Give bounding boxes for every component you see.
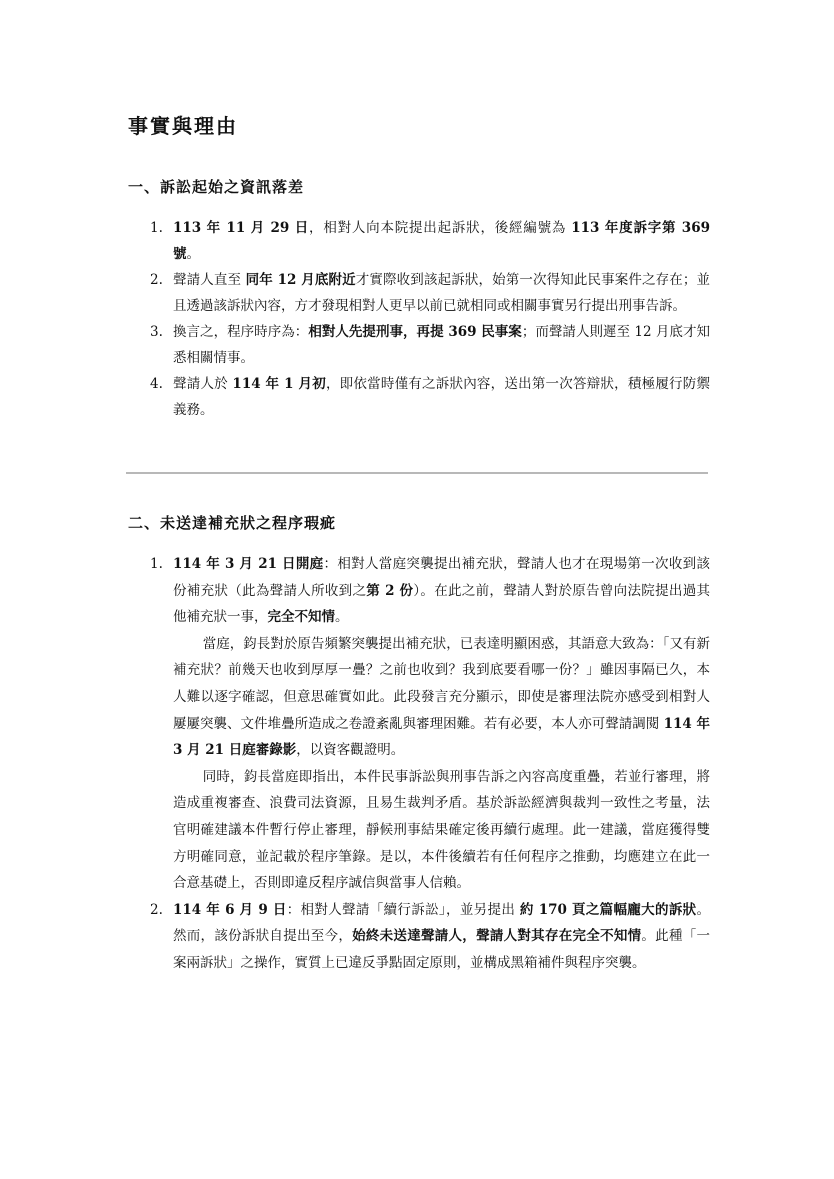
list-item: [150, 215, 710, 267]
item-paragraph: [173, 764, 710, 897]
document-title: 事實與理由: [128, 114, 238, 138]
body-text: ：相對人當庭突襲提出補充狀，聲請人也才在現場第一次收到該份補充狀（此為聲請人所收到之: [173, 556, 710, 599]
item-text: [173, 215, 710, 267]
section-heading-1: 一、訴訟起始之資訊落差: [128, 178, 305, 196]
emphasized-text: 113 年度訴字第 369 號: [173, 220, 710, 262]
section-heading-2: 二、未送達補充狀之程序瑕疵: [128, 514, 337, 532]
section-2-list: [150, 551, 710, 977]
item-paragraph: [173, 551, 710, 631]
emphasized-text: 同年 12 月底附近: [245, 272, 356, 288]
item-text: [173, 371, 710, 423]
item-text: [173, 267, 710, 319]
emphasized-text: 第 2 份: [366, 582, 414, 599]
item-paragraph: [173, 631, 710, 764]
item-number: 4.: [150, 376, 163, 392]
body-text: 換言之，程序時序為：: [173, 324, 309, 340]
body-text: ：相對人聲請「續行訴訟」，並另提出: [286, 901, 520, 918]
body-text: 聲請人於: [173, 376, 233, 392]
body-text: 。: [335, 609, 349, 626]
list-item: [150, 897, 710, 977]
emphasized-text: 113 年 11 月 29 日: [173, 220, 310, 236]
list-item: [150, 371, 710, 423]
body-text: 當庭，鈞長對於原告頻繁突襲提出補充狀，已表達明顯困惑，其語意大致為：「又有新補充狀？前幾天也收到厚厚一疊？之前也收到？我到底要看哪一份？」雖因事隔已久，本人難以逐字確認，但意思確實如此。此段發言充分顯示，即使是審理法院亦感受到相對人屢屢突襲、文件堆疊所造成之卷證紊亂與審理困難。若有必要，本人亦可聲請調閱: [173, 635, 710, 732]
body-text: ；而聲請人則遲至 12 月底才知悉相關情事。: [173, 324, 710, 366]
body-text: 。然而，該份訴狀自提出至今，: [173, 901, 710, 945]
body-text: ，相對人向本院提出起訴狀，後經編號為: [309, 220, 572, 236]
body-text: ，即依當時僅有之訴狀內容，送出第一次答辯狀，積極履行防禦義務。: [173, 376, 711, 418]
body-text: 。: [186, 246, 200, 262]
emphasized-text: 約 170 頁之篇幅龐大的訴狀: [519, 901, 697, 918]
item-number: 2.: [150, 901, 163, 918]
item-paragraph: [173, 897, 710, 977]
item-number: 1.: [150, 556, 163, 572]
body-text: 。此種「一案兩訴狀」之操作，實質上已違反爭點固定原則，並構成黑箱補件與程序突襲。: [173, 928, 711, 971]
section-1-list: [150, 215, 710, 423]
list-item: [150, 319, 710, 371]
item-number: 1.: [150, 220, 163, 236]
body-text: ）。在此之前，聲請人對於原告曾向法院提出過其他補充狀一事，: [173, 582, 711, 626]
emphasized-text: 114 年 6 月 9 日: [173, 901, 287, 918]
item-text: [173, 319, 710, 371]
item-number: 3.: [150, 324, 163, 340]
emphasized-text: 114 年 3 月 21 日開庭: [173, 556, 324, 572]
body-text: 才實際收到該起訴狀，始第一次得知此民事案件之存在；並且透過該訴狀內容，方才發現相對人更早以前已就相同或相關事實另行提出刑事告訴。: [173, 272, 711, 314]
emphasized-text: 完全不知情: [267, 609, 335, 626]
emphasized-text: 相對人先提刑事，再提 369 民事案: [308, 324, 522, 340]
list-item: [150, 267, 710, 319]
emphasized-text: 114 年 3 月 21 日庭審錄影: [173, 715, 710, 759]
item-number: 2.: [150, 272, 163, 288]
body-text: 同時，鈞長當庭即指出，本件民事訴訟與刑事告訴之內容高度重疊，若並行審理，將造成重複審查、浪費司法資源，且易生裁判矛盾。基於訴訟經濟與裁判一致性之考量，法官明確建議本件暫行停止審理，靜候刑事結果確定後再續行處理。此一建議，當庭獲得雙方明確同意，並記載於程序筆錄。是以，本件後續若有任何程序之推動，均應建立在此一合意基礎上，否則即違反程序誠信與當事人信賴。: [173, 768, 710, 892]
section-divider: [126, 472, 708, 474]
list-item: [150, 551, 710, 897]
body-text: ，以資客觀證明。: [296, 742, 405, 759]
emphasized-text: 114 年 1 月初: [232, 376, 326, 392]
emphasized-text: 始終未送達聲請人，聲請人對其存在完全不知情: [352, 928, 642, 945]
body-text: 聲請人直至: [173, 272, 246, 288]
